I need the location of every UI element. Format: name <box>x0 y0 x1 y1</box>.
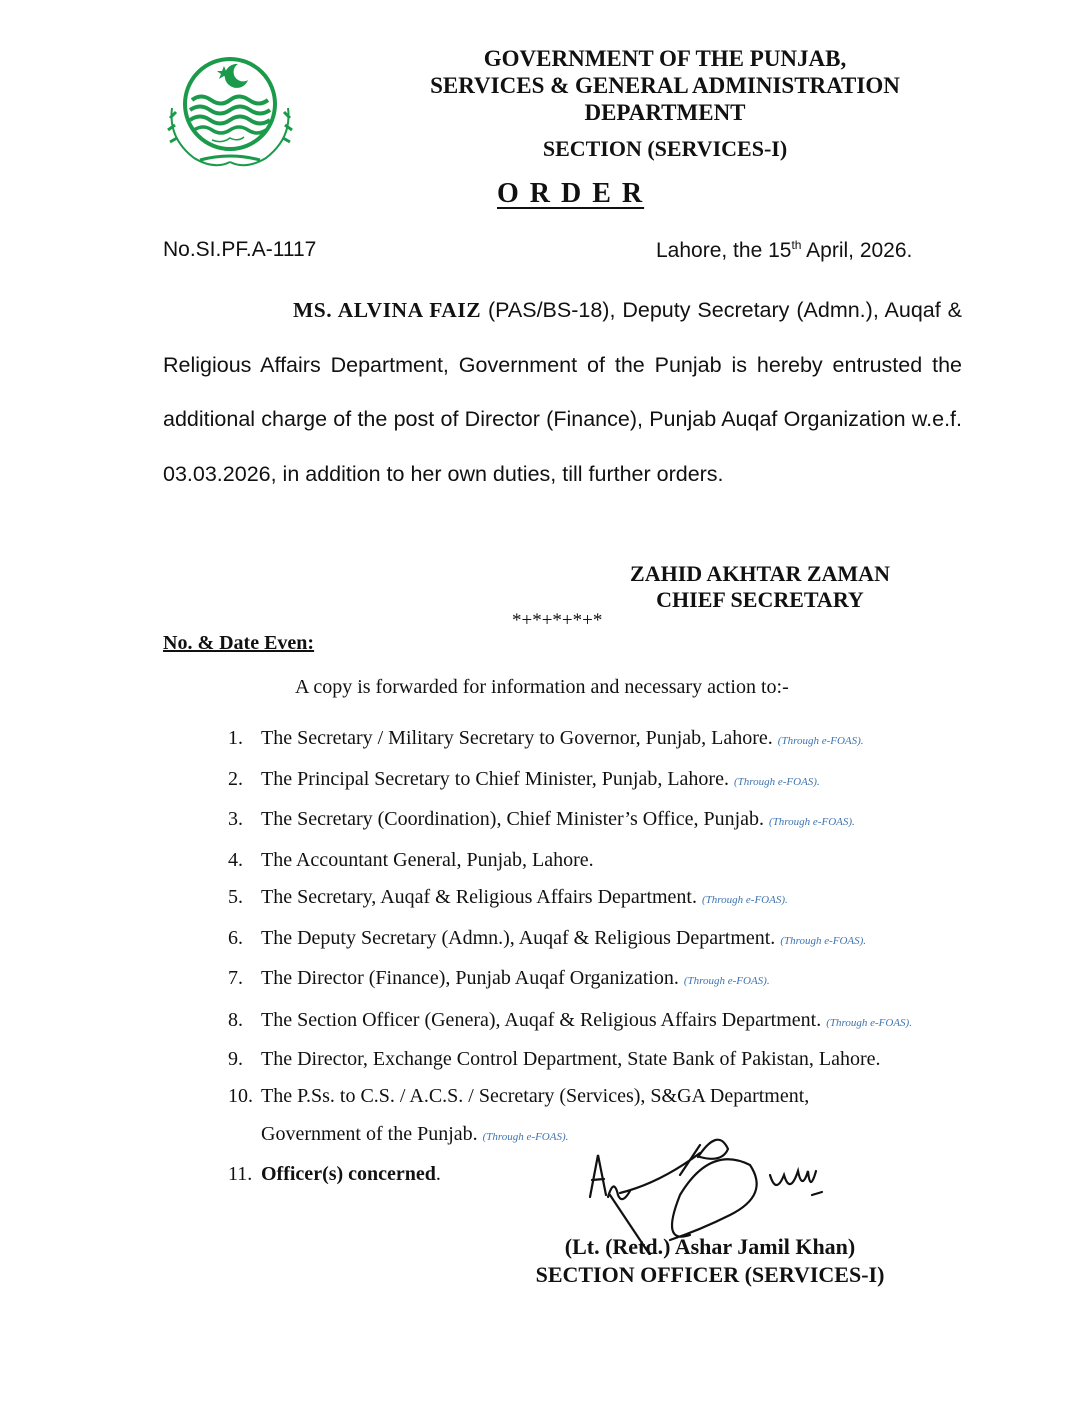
date-superscript: th <box>791 238 802 252</box>
header-line-2: SERVICES & GENERAL ADMINISTRATION <box>430 73 900 98</box>
item-note: (Through e-FOAS). <box>683 975 770 987</box>
list-item <box>228 879 958 920</box>
item-number: 3. <box>228 808 243 830</box>
item-text: The Principal Secretary to Chief Minister, Punjab, Lahore. <box>261 767 729 790</box>
punjab-government-emblem-icon <box>160 48 300 173</box>
reference-number: No.SI.PF.A-1117 <box>163 238 317 261</box>
list-item <box>228 801 958 842</box>
header-line-3: DEPARTMENT <box>584 100 746 125</box>
order-text: (PAS/BS-18), Deputy Secretary (Admn.), Auqaf & Religious Affairs Department, Government of the Punjab is hereby entrusted the additional charge of the post of Director (Finance), Punjab Auqaf Organization w.e.f. 03.03.2026, in addition to her own duties, till further orders. <box>163 298 962 486</box>
list-item <box>228 1001 958 1041</box>
date-prefix: Lahore, the 15 <box>656 239 792 262</box>
distribution-list <box>228 720 958 1194</box>
item-number: 10. <box>228 1085 253 1107</box>
date-suffix: April, 2026. <box>801 239 913 262</box>
separator: *+*+*+*+* <box>512 610 603 631</box>
section-officer-title: SECTION OFFICER (SERVICES-I) <box>535 1262 885 1287</box>
item-text: Officer(s) concerned <box>261 1163 436 1185</box>
signatory-title: CHIEF SECRETARY <box>656 587 864 612</box>
list-item <box>228 720 958 761</box>
header-line-1: GOVERNMENT OF THE PUNJAB, <box>483 46 847 71</box>
item-text: The Secretary (Coordination), Chief Minister’s Office, Punjab. <box>261 808 765 830</box>
item-text: The Accountant General, Punjab, Lahore. <box>261 848 594 871</box>
officer-name: MS. ALVINA FAIZ <box>293 298 482 322</box>
section-heading: SECTION (SERVICES-I) <box>542 136 788 161</box>
item-note: (Through e-FOAS). <box>777 735 864 747</box>
order-date <box>656 238 912 263</box>
item-note: (Through e-FOAS). <box>780 934 867 947</box>
list-item <box>228 1041 958 1079</box>
list-item <box>228 761 958 802</box>
item-note: (Through e-FOAS). <box>769 816 855 828</box>
item-text: The Director, Exchange Control Department, State Bank of Pakistan, Lahore. <box>261 1047 881 1070</box>
signatory-name: ZAHID AKHTAR ZAMAN <box>630 561 890 586</box>
item-number: 7. <box>228 967 243 989</box>
item-number: 5. <box>228 886 243 908</box>
item-text: The Deputy Secretary (Admn.), Auqaf & Religious Department. <box>261 926 776 949</box>
item-number: 2. <box>228 767 243 790</box>
item-text: The Section Officer (Genera), Auqaf & Religious Affairs Department. <box>261 1008 822 1031</box>
endorsement-intro: A copy is forwarded for information and necessary action to:- <box>295 676 789 698</box>
endorsement-heading: No. & Date Even: <box>163 632 315 654</box>
order-title: O R D E R <box>497 178 645 209</box>
item-text: The P.Ss. to C.S. / A.C.S. / Secretary (Services), S&GA Department, Government of the Punjab. <box>261 1085 810 1145</box>
item-number: 8. <box>228 1008 243 1031</box>
item-note: (Through e-FOAS). <box>482 1130 569 1143</box>
item-number: 6. <box>228 926 243 949</box>
list-item <box>228 920 958 961</box>
item-text: The Secretary, Auqaf & Religious Affairs Department. <box>261 886 697 908</box>
item-number: 1. <box>228 727 243 749</box>
section-officer-name: (Lt. (Retd.) Ashar Jamil Khan) <box>564 1234 856 1259</box>
item-note: (Through e-FOAS). <box>702 894 788 906</box>
item-number: 11. <box>228 1163 253 1185</box>
list-item <box>228 842 958 880</box>
item-text: The Director (Finance), Punjab Auqaf Organization. <box>261 967 679 989</box>
item-note: (Through e-FOAS). <box>826 1016 912 1029</box>
item-note: (Through e-FOAS). <box>733 775 820 788</box>
item-number: 4. <box>228 848 243 871</box>
item-number: 9. <box>228 1047 243 1070</box>
item-suffix: . <box>435 1163 441 1185</box>
order-body <box>163 283 962 501</box>
item-text: The Secretary / Military Secretary to Governor, Punjab, Lahore. <box>261 727 773 749</box>
list-item <box>228 960 958 1001</box>
